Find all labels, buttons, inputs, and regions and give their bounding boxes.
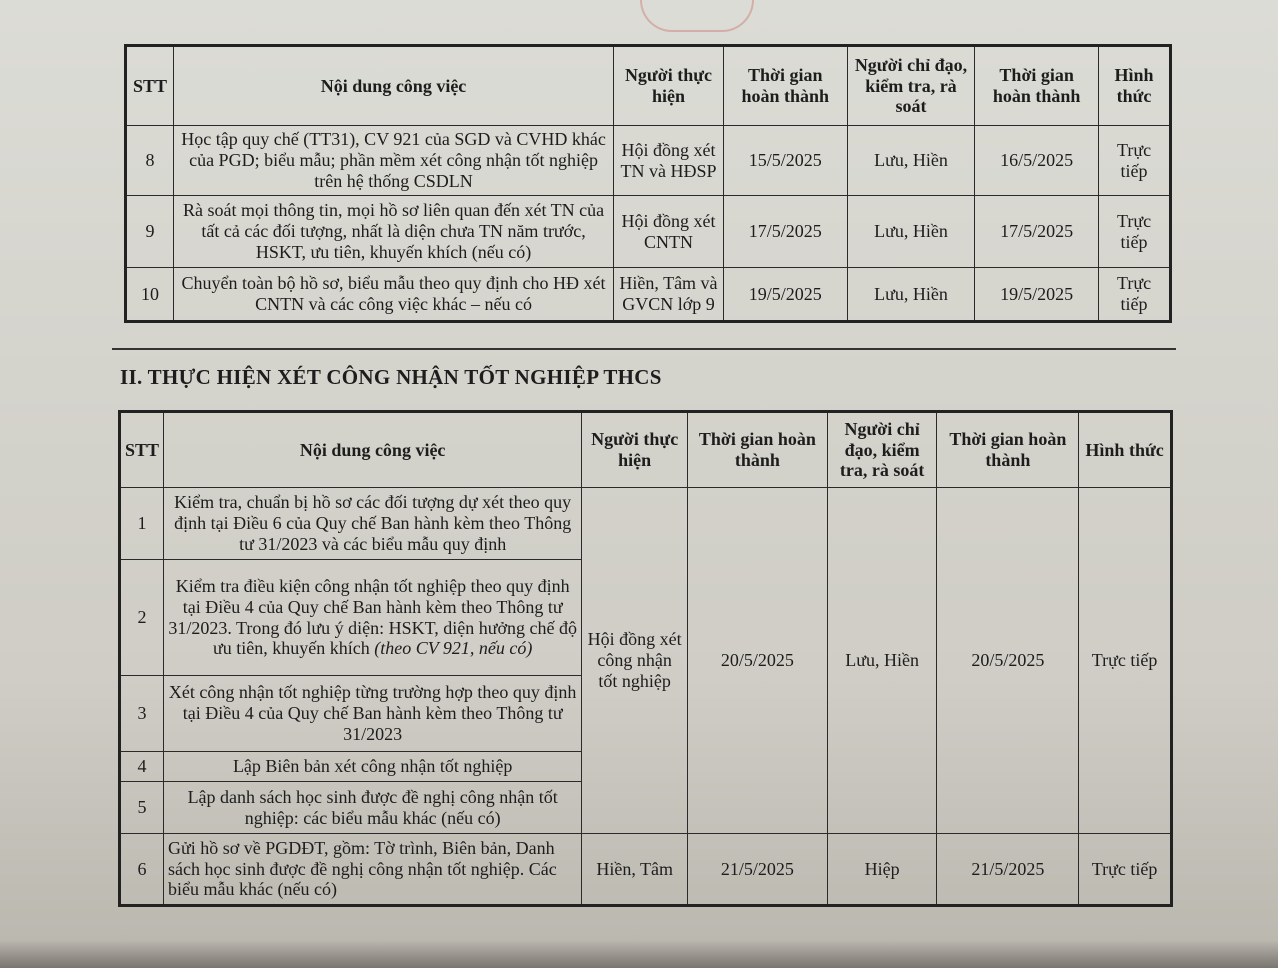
- page-shadow: [0, 940, 1278, 968]
- header-deadline-2: Thời gian hoàn thành: [937, 412, 1079, 488]
- cell-supervisor-merged: Lưu, Hiền: [827, 488, 937, 834]
- task-table-part-2: [118, 410, 1173, 907]
- table-row: [126, 126, 1171, 196]
- section-divider: [112, 348, 1176, 350]
- cell-stt: 4: [120, 752, 164, 782]
- cell-deadline: 19/5/2025: [723, 268, 847, 322]
- cell-supervisor: Lưu, Hiền: [847, 268, 975, 322]
- cell-content: Học tập quy chế (TT31), CV 921 của SGD và CVHD khác của PGD; biểu mẫu; phần mềm xét công nhận tốt nghiệp trên hệ thống CSDLN: [173, 126, 613, 196]
- cell-stt: 1: [120, 488, 164, 560]
- cell-deadline: 17/5/2025: [723, 196, 847, 268]
- cell-deadline-2: 17/5/2025: [975, 196, 1099, 268]
- cell-deadline: 15/5/2025: [723, 126, 847, 196]
- header-supervisor: Người chỉ đạo, kiểm tra, rà soát: [847, 46, 975, 126]
- cell-deadline-2: 16/5/2025: [975, 126, 1099, 196]
- table-row: [126, 196, 1171, 268]
- cell-stt: 6: [120, 834, 164, 906]
- cell-form: Trực tiếp: [1099, 196, 1171, 268]
- table-header-row: [126, 46, 1171, 126]
- content-text: Kiểm tra điều kiện công nhận tốt nghiệp theo quy định tại Điều 4 của Quy chế Ban hành kèm theo Thông tư 31/2023. Trong đó lưu ý diện: HSKT, diện hưởng chế độ ưu tiên, khuyến khích: [168, 576, 578, 659]
- cell-content: Lập Biên bản xét công nhận tốt nghiệp: [164, 752, 582, 782]
- cell-content: Xét công nhận tốt nghiệp từng trường hợp theo quy định tại Điều 4 của Quy chế Ban hành kèm theo Thông tư 31/2023: [164, 676, 582, 752]
- cell-stt: 5: [120, 782, 164, 834]
- cell-supervisor: Lưu, Hiền: [847, 126, 975, 196]
- header-stt: STT: [126, 46, 174, 126]
- header-stt: STT: [120, 412, 164, 488]
- table-row: [120, 834, 1172, 906]
- header-deadline: Thời gian hoàn thành: [688, 412, 828, 488]
- cell-stt: 2: [120, 560, 164, 676]
- cell-stt: 3: [120, 676, 164, 752]
- table-row: [126, 268, 1171, 322]
- cell-deadline-2: 21/5/2025: [937, 834, 1079, 906]
- header-content: Nội dung công việc: [164, 412, 582, 488]
- table-header-row: [120, 412, 1172, 488]
- cell-form: Trực tiếp: [1099, 268, 1171, 322]
- cell-deadline-merged: 20/5/2025: [688, 488, 828, 834]
- cell-form-merged: Trực tiếp: [1079, 488, 1172, 834]
- cell-executor-merged: Hội đồng xét công nhận tốt nghiệp: [582, 488, 688, 834]
- cell-executor: Hội đồng xét TN và HĐSP: [614, 126, 724, 196]
- header-executor: Người thực hiện: [582, 412, 688, 488]
- section-heading: II. THỰC HIỆN XÉT CÔNG NHẬN TỐT NGHIỆP THCS: [120, 365, 662, 389]
- cell-content: Lập danh sách học sinh được đề nghị công nhận tốt nghiệp: các biểu mẫu khác (nếu có): [164, 782, 582, 834]
- header-supervisor: Người chỉ đạo, kiểm tra, rà soát: [827, 412, 937, 488]
- cell-form: Trực tiếp: [1099, 126, 1171, 196]
- cell-content: Chuyển toàn bộ hồ sơ, biểu mẫu theo quy định cho HĐ xét CNTN và các công việc khác – nếu có: [173, 268, 613, 322]
- cell-supervisor: Lưu, Hiền: [847, 196, 975, 268]
- cell-supervisor: Hiệp: [827, 834, 937, 906]
- cell-executor: Hiền, Tâm và GVCN lớp 9: [614, 268, 724, 322]
- red-stamp-fragment: [640, 0, 754, 32]
- task-table-part-1: [124, 44, 1172, 323]
- header-deadline: Thời gian hoàn thành: [723, 46, 847, 126]
- cell-deadline-2-merged: 20/5/2025: [937, 488, 1079, 834]
- header-content: Nội dung công việc: [173, 46, 613, 126]
- cell-deadline: 21/5/2025: [688, 834, 828, 906]
- cell-content: Rà soát mọi thông tin, mọi hồ sơ liên quan đến xét TN của tất cả các đối tượng, nhất là diện chưa TN năm trước, HSKT, ưu tiên, khuyến khích (nếu có): [173, 196, 613, 268]
- cell-deadline-2: 19/5/2025: [975, 268, 1099, 322]
- cell-stt: 10: [126, 268, 174, 322]
- header-form: Hình thức: [1079, 412, 1172, 488]
- cell-stt: 8: [126, 126, 174, 196]
- cell-content: [164, 560, 582, 676]
- cell-content: Gửi hồ sơ về PGDĐT, gồm: Tờ trình, Biên bản, Danh sách học sinh được đề nghị công nhận tốt nghiệp. Các biểu mẫu khác (nếu có): [164, 834, 582, 906]
- cell-executor: Hội đồng xét CNTN: [614, 196, 724, 268]
- cell-stt: 9: [126, 196, 174, 268]
- header-executor: Người thực hiện: [614, 46, 724, 126]
- header-form: Hình thức: [1099, 46, 1171, 126]
- content-italic-note: (theo CV 921, nếu có): [374, 638, 533, 659]
- cell-content: Kiểm tra, chuẩn bị hồ sơ các đối tượng dự xét theo quy định tại Điều 6 của Quy chế Ban hành kèm theo Thông tư 31/2023 và các biểu mẫu quy định: [164, 488, 582, 560]
- table-row: [120, 488, 1172, 560]
- cell-form: Trực tiếp: [1079, 834, 1172, 906]
- cell-executor: Hiền, Tâm: [582, 834, 688, 906]
- header-deadline-2: Thời gian hoàn thành: [975, 46, 1099, 126]
